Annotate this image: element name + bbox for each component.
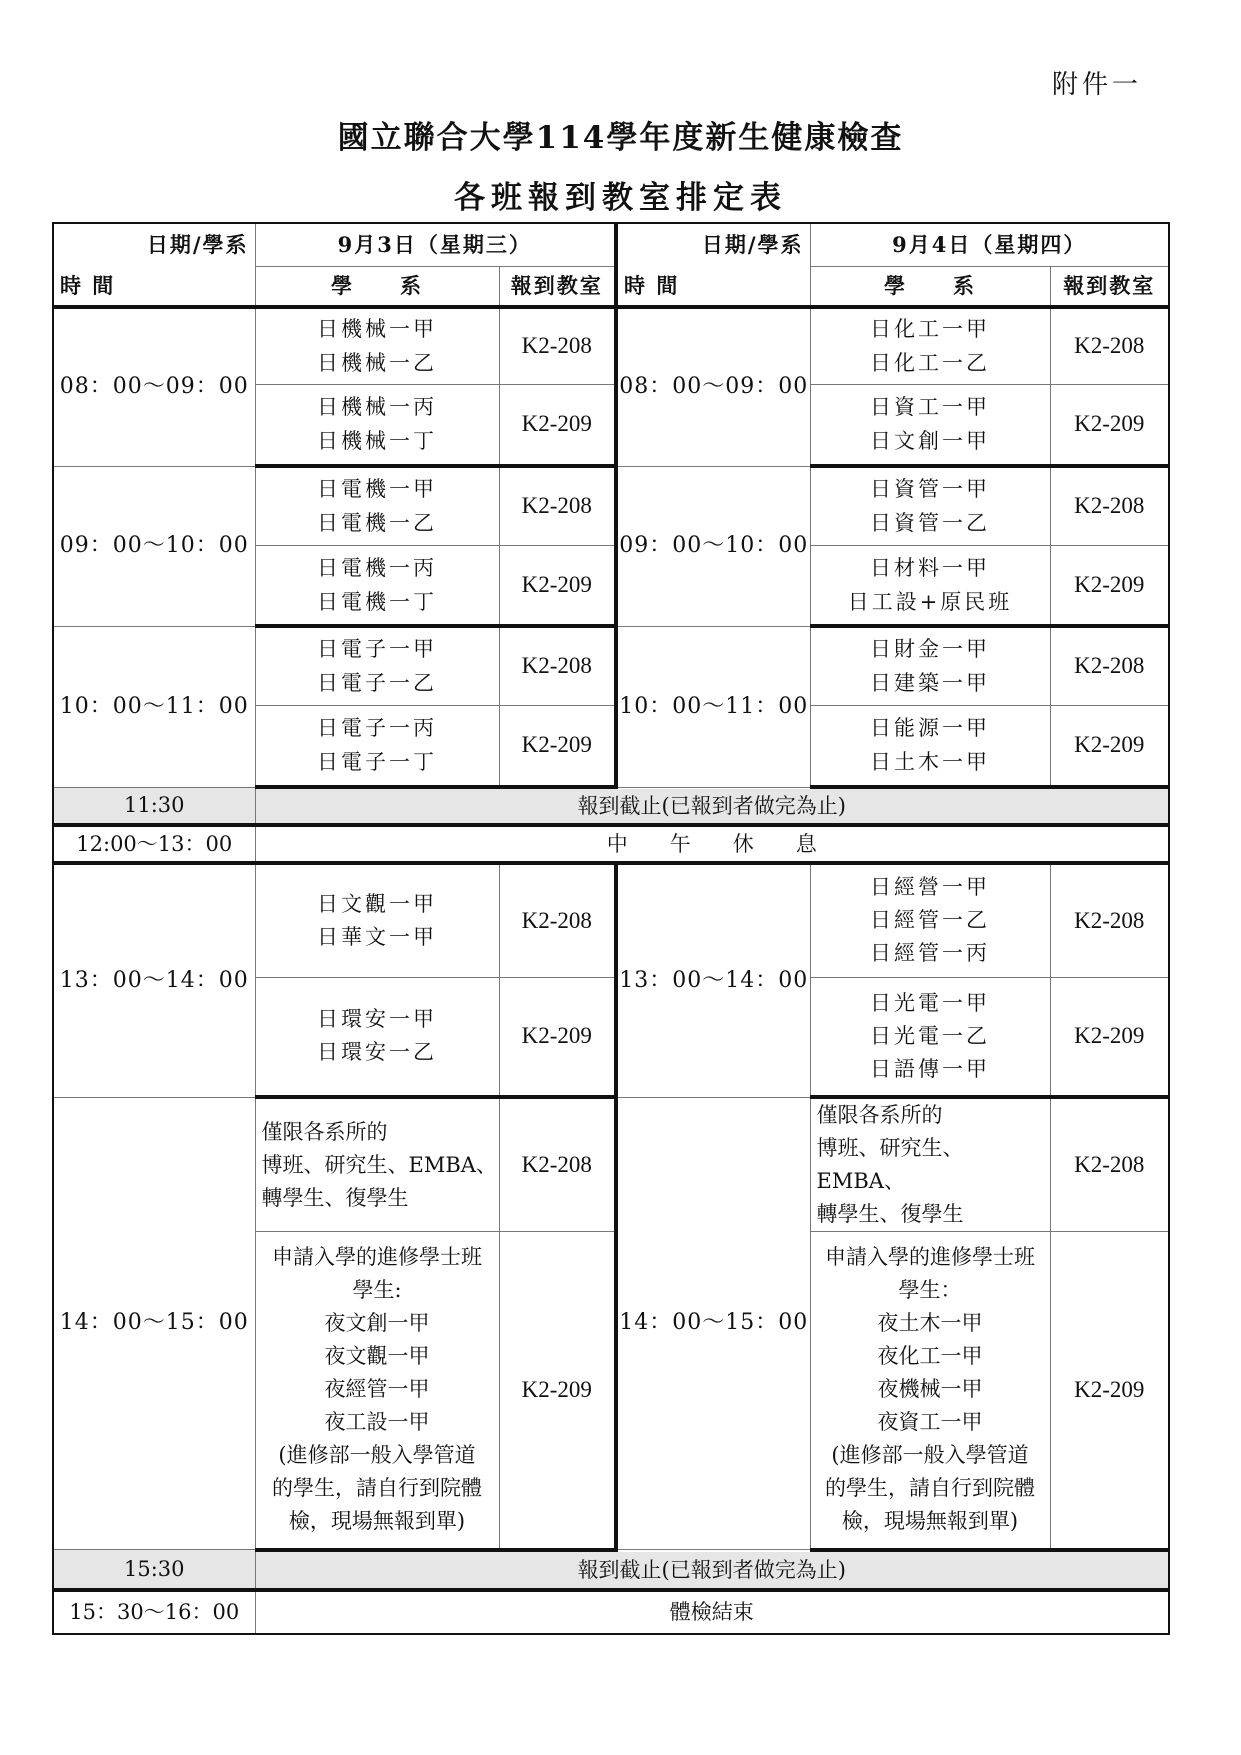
time-cell: 15：30～16：00 xyxy=(53,1590,255,1634)
corner-cell-time: 時 間 xyxy=(616,267,810,308)
time-cell: 13：00～14：00 xyxy=(53,863,255,1097)
room-cell: K2-208 xyxy=(499,466,616,545)
table-header-row xyxy=(53,223,1169,267)
room-cell: K2-208 xyxy=(1050,626,1169,705)
day1-header: 9月3日（星期三） xyxy=(255,223,616,267)
dept-cell: 日電機一甲 日電機一乙 xyxy=(255,466,499,545)
deadline-text: 報到截止(已報到者做完為止) xyxy=(255,1550,1169,1590)
room-cell: K2-209 xyxy=(1050,705,1169,787)
dept-cell: 日環安一甲 日環安一乙 xyxy=(255,977,499,1097)
table-row xyxy=(53,863,1169,977)
time-cell: 12:00～13：00 xyxy=(53,825,255,863)
corner-cell-time: 時 間 xyxy=(53,267,255,308)
dept-cell: 日電子一丙 日電子一丁 xyxy=(255,705,499,787)
table-row xyxy=(53,307,1169,384)
room-cell: K2-209 xyxy=(499,545,616,626)
room-cell: K2-209 xyxy=(499,977,616,1097)
dept-cell: 日文觀一甲 日華文一甲 xyxy=(255,863,499,977)
attachment-label: 附件一 xyxy=(1052,70,1143,100)
time-cell: 08：00～09：00 xyxy=(616,307,810,466)
dept-cell: 日資工一甲 日文創一甲 xyxy=(810,384,1050,466)
dept-cell: 日材料一甲 日工設+原民班 xyxy=(810,545,1050,626)
dept-cell: 日機械一丙 日機械一丁 xyxy=(255,384,499,466)
room-cell: K2-209 xyxy=(499,1232,616,1550)
time-cell: 14：00～15：00 xyxy=(616,1097,810,1550)
end-row xyxy=(53,1590,1169,1634)
schedule-table xyxy=(52,222,1170,1635)
time-cell: 10：00～11：00 xyxy=(616,626,810,787)
room-cell: K2-209 xyxy=(499,705,616,787)
time-cell: 13：00～14：00 xyxy=(616,863,810,1097)
dept-cell: 日資管一甲 日資管一乙 xyxy=(810,466,1050,545)
room-cell: K2-209 xyxy=(1050,1232,1169,1550)
deadline-text: 報到截止(已報到者做完為止) xyxy=(255,787,1169,825)
room-cell: K2-208 xyxy=(1050,1097,1169,1232)
page-subtitle: 各班報到教室排定表 xyxy=(454,180,787,216)
deadline-row xyxy=(53,1550,1169,1590)
room-cell: K2-209 xyxy=(499,384,616,466)
time-cell: 14：00～15：00 xyxy=(53,1097,255,1550)
dept-column-header: 學 系 xyxy=(255,267,499,308)
dept-cell: 日化工一甲 日化工一乙 xyxy=(810,307,1050,384)
page-title: 國立聯合大學114學年度新生健康檢查 xyxy=(337,120,904,156)
lunch-row xyxy=(53,825,1169,863)
dept-cell: 日機械一甲 日機械一乙 xyxy=(255,307,499,384)
dept-cell: 日能源一甲 日土木一甲 xyxy=(810,705,1050,787)
room-cell: K2-208 xyxy=(1050,307,1169,384)
room-cell: K2-209 xyxy=(1050,977,1169,1097)
room-cell: K2-208 xyxy=(1050,863,1169,977)
table-subheader-row xyxy=(53,267,1169,308)
corner-cell: 日期/學系 xyxy=(616,223,810,267)
room-cell: K2-209 xyxy=(1050,545,1169,626)
room-cell: K2-208 xyxy=(499,863,616,977)
room-cell: K2-208 xyxy=(499,626,616,705)
time-cell: 10：00～11：00 xyxy=(53,626,255,787)
room-column-header: 報到教室 xyxy=(499,267,616,308)
table-row xyxy=(53,466,1169,545)
time-cell: 09：00～10：00 xyxy=(616,466,810,626)
time-cell: 15:30 xyxy=(53,1550,255,1590)
room-column-header: 報到教室 xyxy=(1050,267,1169,308)
time-cell: 08：00～09：00 xyxy=(53,307,255,466)
dept-cell: 日電機一丙 日電機一丁 xyxy=(255,545,499,626)
day2-header: 9月4日（星期四） xyxy=(810,223,1169,267)
room-cell: K2-209 xyxy=(1050,384,1169,466)
corner-cell: 日期/學系 xyxy=(53,223,255,267)
dept-column-header: 學 系 xyxy=(810,267,1050,308)
room-cell: K2-208 xyxy=(1050,466,1169,545)
end-text: 體檢結束 xyxy=(255,1590,1169,1634)
dept-cell: 日財金一甲 日建築一甲 xyxy=(810,626,1050,705)
room-cell: K2-208 xyxy=(499,307,616,384)
dept-cell: 僅限各系所的 博班、研究生、EMBA、 轉學生、復學生 xyxy=(810,1097,1050,1232)
lunch-text: 中 午 休 息 xyxy=(255,825,1169,863)
deadline-row xyxy=(53,787,1169,825)
dept-cell: 日經營一甲 日經管一乙 日經管一丙 xyxy=(810,863,1050,977)
dept-cell: 日光電一甲 日光電一乙 日語傳一甲 xyxy=(810,977,1050,1097)
dept-cell: 申請入學的進修學士班 學生： 夜土木一甲 夜化工一甲 夜機械一甲 夜資工一甲 (進修部一般入學管道 的學生，請自行到院體 檢，現場無報到單) xyxy=(810,1232,1050,1550)
dept-cell: 僅限各系所的 博班、研究生、EMBA、 轉學生、復學生 xyxy=(255,1097,499,1232)
table-row xyxy=(53,626,1169,705)
room-cell: K2-208 xyxy=(499,1097,616,1232)
time-cell: 11:30 xyxy=(53,787,255,825)
time-cell: 09：00～10：00 xyxy=(53,466,255,626)
dept-cell: 日電子一甲 日電子一乙 xyxy=(255,626,499,705)
table-row xyxy=(53,1097,1169,1232)
dept-cell: 申請入學的進修學士班 學生: 夜文創一甲 夜文觀一甲 夜經管一甲 夜工設一甲 (進修部一般入學管道 的學生，請自行到院體 檢，現場無報到單) xyxy=(255,1232,499,1550)
